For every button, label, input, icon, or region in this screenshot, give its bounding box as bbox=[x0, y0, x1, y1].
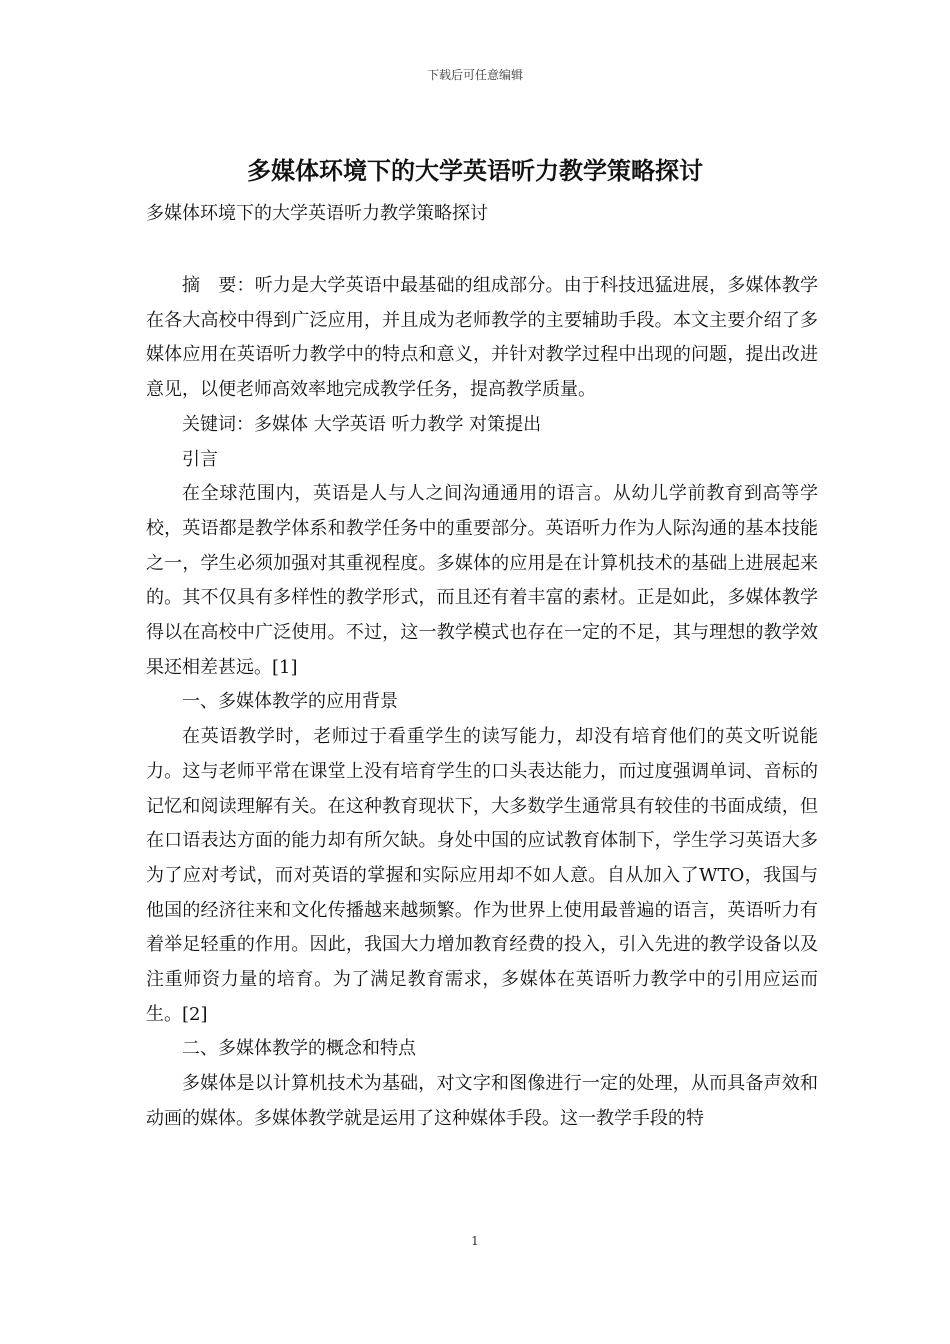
section-2-heading: 二、多媒体教学的概念和特点 bbox=[182, 1038, 416, 1060]
section-1-heading: 一、多媒体教学的应用背景 bbox=[182, 691, 398, 713]
page-header-note: 下载后可任意编辑 bbox=[426, 68, 523, 82]
document-subtitle: 多媒体环境下的大学英语听力教学策略探讨 bbox=[146, 203, 488, 224]
page-number: 1 bbox=[471, 1234, 479, 1248]
keywords-line: 关键词：多媒体 大学英语 听力教学 对策提出 bbox=[182, 413, 542, 435]
document-title: 多媒体环境下的大学英语听力教学策略探讨 bbox=[247, 156, 703, 185]
section-1-paragraph: 在英语教学时，老师过于看重学生的读写能力，却没有培育他们的英文听说能力。这与老师平常在课堂上没有培育学生的口头表达能力，而过度强调单词、音标的记忆和阅读理解有关。在这种教育现状下，大多数学生通常具有较佳的书面成绩，但在口语表达方面的能力却有所欠缺。身处中国的应试教育体制下，学生学习英语大多为了应对考试，而对英语的掌握和实际应用却不如人意。自从加入了WTO，我国与他国的经济往来和文化传播越来越频繁。作为世界上使用最普遍的语言，英语听力有着举足轻重的作用。因此，我国大力增加教育经费的投入，引入先进的教学设备以及注重师资力量的培育。为了满足教育需求，多媒体在英语听力教学中的引用应运而生。[2] bbox=[146, 726, 818, 1025]
abstract-paragraph: 摘 要：听力是大学英语中最基础的组成部分。由于科技迅猛进展，多媒体教学在各大高校中得到广泛应用，并且成为老师教学的主要辅助手段。本文主要介绍了多媒体应用在英语听力教学中的特点和意义，并针对教学过程中出现的问题，提出改进意见，以便老师高效率地完成教学任务，提高教学质量。 bbox=[146, 275, 818, 401]
intro-heading: 引言 bbox=[182, 448, 218, 470]
document-body bbox=[146, 269, 818, 1137]
intro-paragraph: 在全球范围内，英语是人与人之间沟通通用的语言。从幼儿学前教育到高等学校，英语都是教学体系和教学任务中的重要部分。英语听力作为人际沟通的基本技能之一，学生必须加强对其重视程度。多媒体的应用是在计算机技术的基础上进展起来的。其不仅具有多样性的教学形式，而且还有着丰富的素材。正是如此，多媒体教学得以在高校中广泛使用。不过，这一教学模式也存在一定的不足，其与理想的教学效果还相差甚远。[1] bbox=[146, 483, 818, 678]
section-2-paragraph: 多媒体是以计算机技术为基础，对文字和图像进行一定的处理，从而具备声效和动画的媒体。多媒体教学就是运用了这种媒体手段。这一教学手段的特 bbox=[146, 1073, 818, 1129]
